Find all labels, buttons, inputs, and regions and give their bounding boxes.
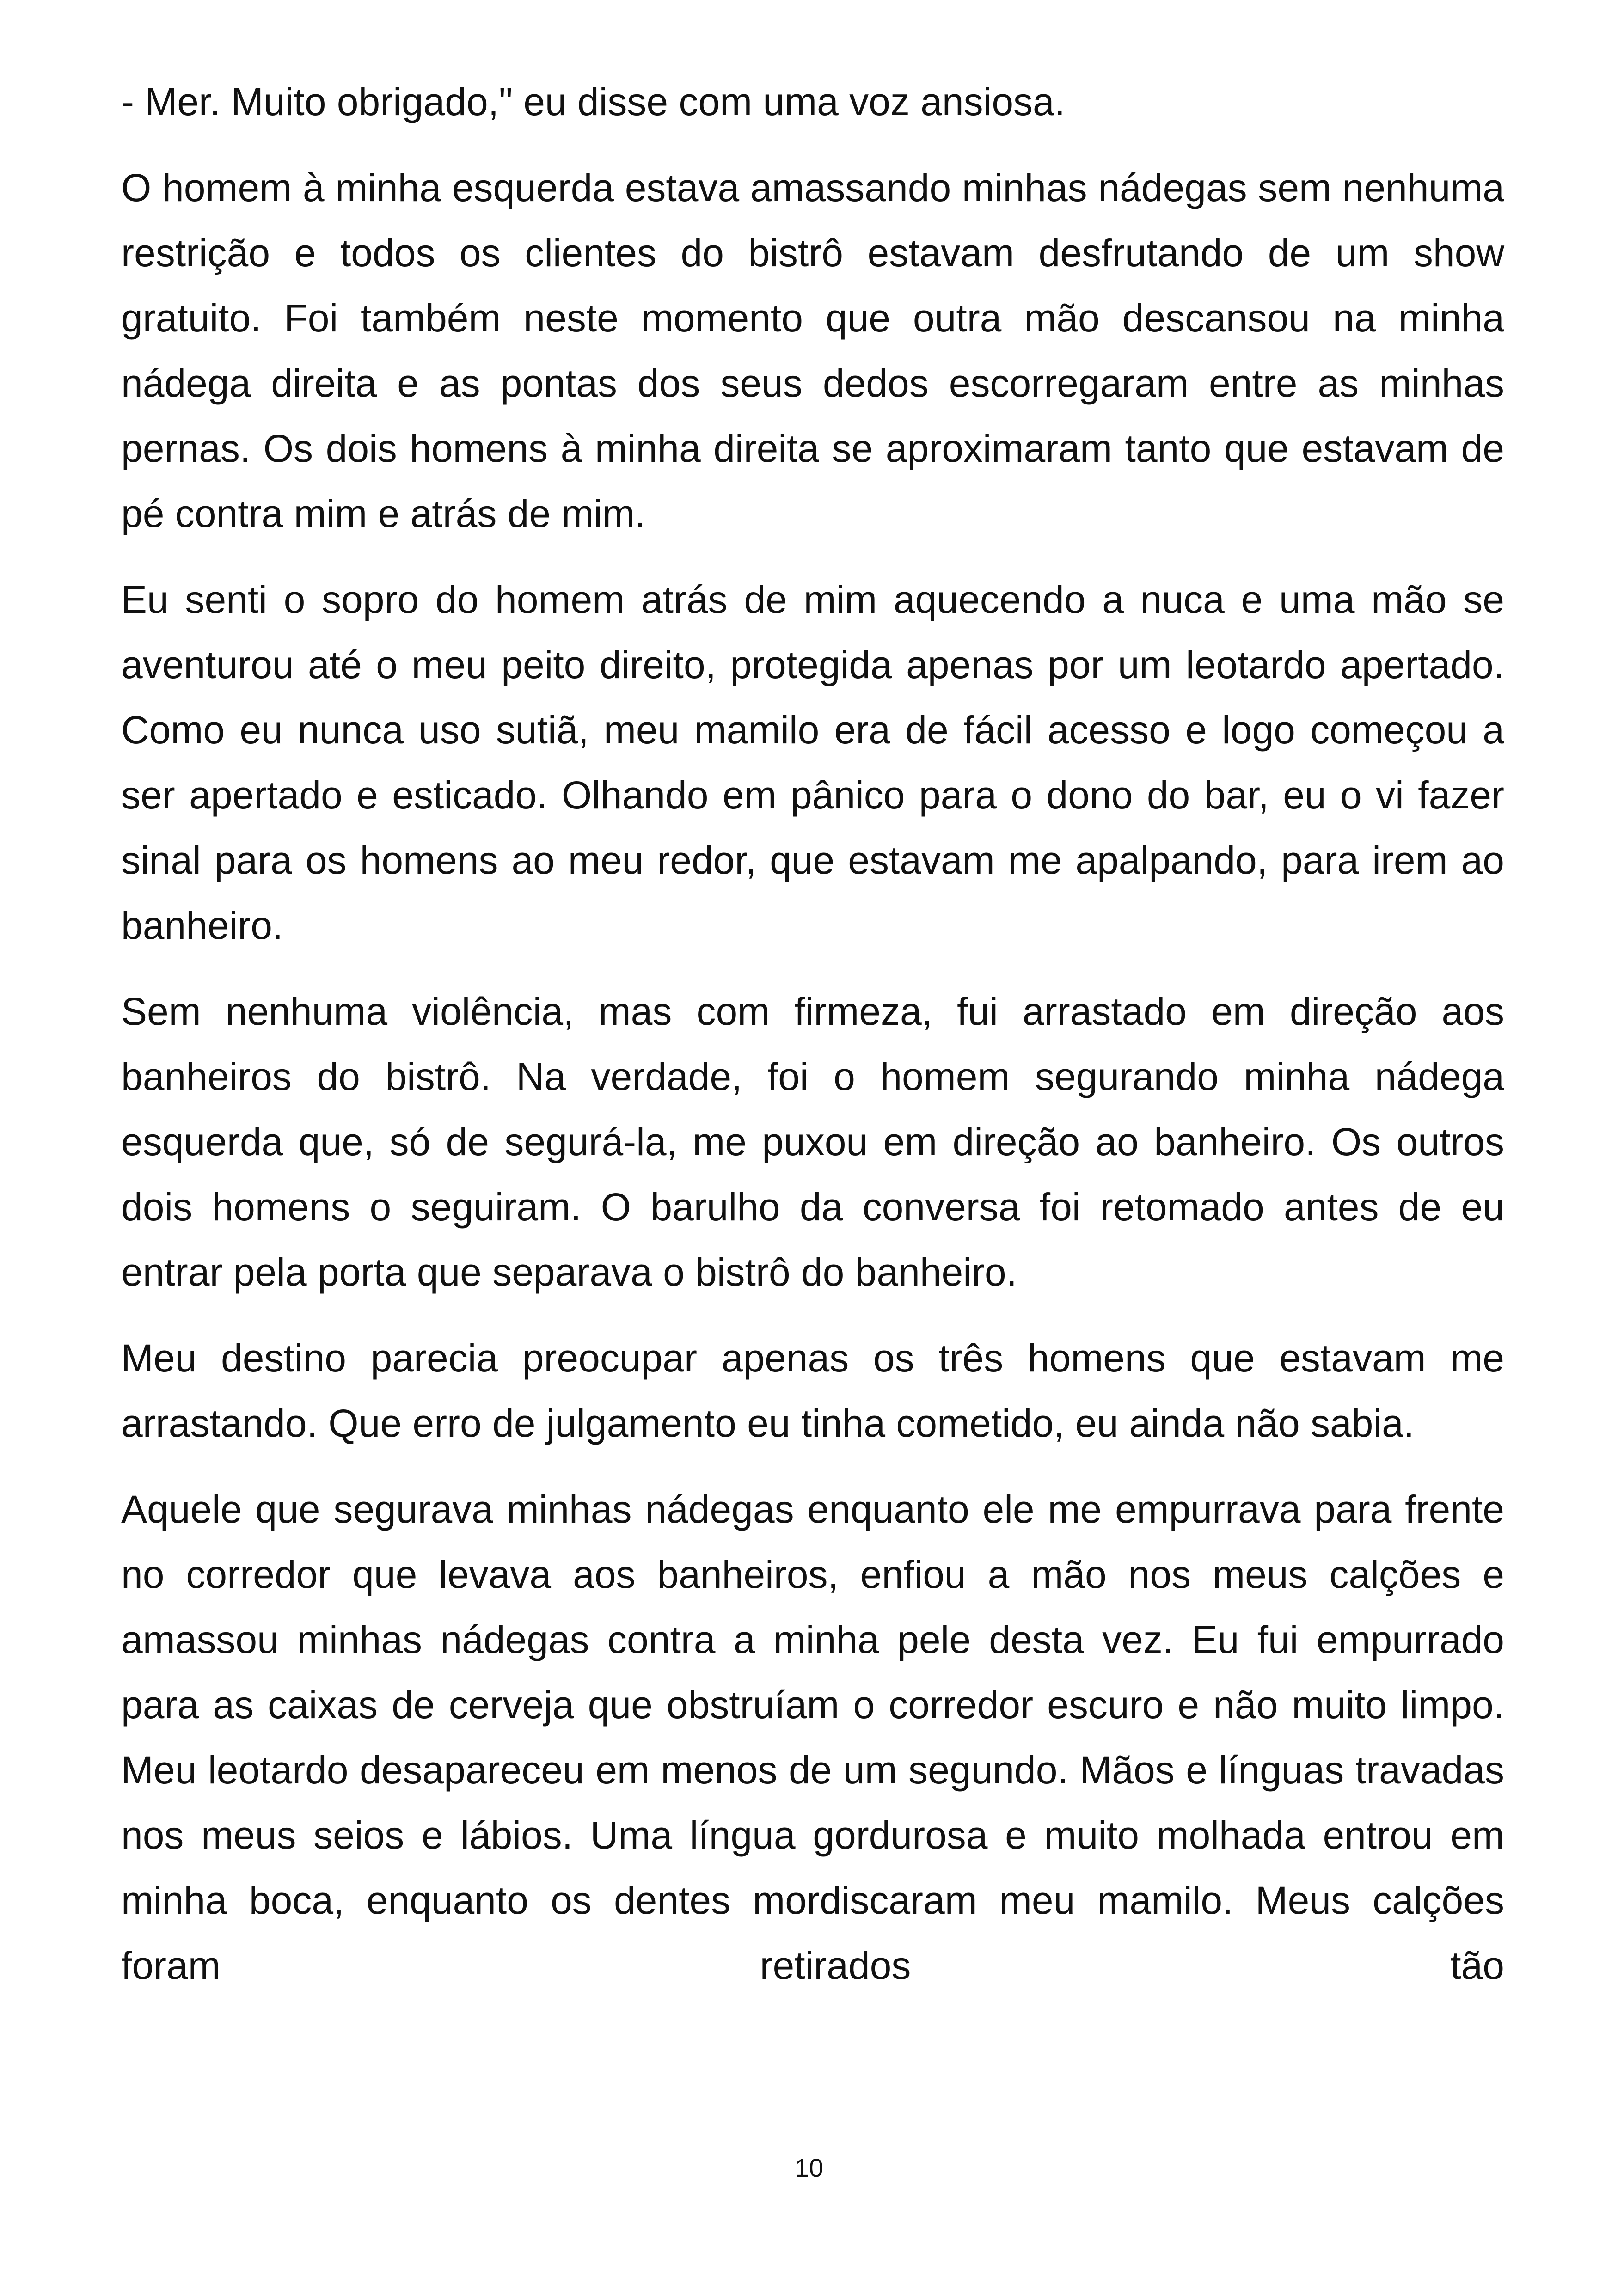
paragraph: Eu senti o sopro do homem atrás de mim aquecendo a nuca e uma mão se aventurou até o meu peito direito, protegida apenas por um leotardo apertado. Como eu nunca uso sutiã, meu mamilo era de fácil acesso e logo começou a ser apertado e esticado. Olhando em pânico para o dono do bar, eu o vi fazer sinal para os homens ao meu redor, que estavam me apalpando, para irem ao banheiro. [121,578,1504,947]
body-text [121,69,1504,1998]
paragraph: Aquele que segurava minhas nádegas enquanto ele me empurrava para frente no corredor que levava aos banheiros, enfiou a mão nos meus calções e amassou minhas nádegas contra a minha pele desta vez. Eu fui empurrado para as caixas de cerveja que obstruíam o corredor escuro e não muito limpo. Meu leotardo desapareceu em menos de um segundo. Mãos e línguas travadas nos meus seios e lábios. Uma língua gordurosa e muito molhada entrou em minha boca, enquanto os dentes mordiscaram meu mamilo. Meus calções foram retirados tão [121,1488,1504,1987]
page-number: 10 [794,2153,824,2182]
paragraph: Meu destino parecia preocupar apenas os três homens que estavam me arrastando. Que erro de julgamento eu tinha cometido, eu ainda não sabia. [121,1336,1504,1445]
paragraph: O homem à minha esquerda estava amassando minhas nádegas sem nenhuma restrição e todos os clientes do bistrô estavam desfrutando de um show gratuito. Foi também neste momento que outra mão descansou na minha nádega direita e as pontas dos seus dedos escorregaram entre as minhas pernas. Os dois homens à minha direita se aproximaram tanto que estavam de pé contra mim e atrás de mim. [121,166,1504,535]
paragraph: Sem nenhuma violência, mas com firmeza, fui arrastado em direção aos banheiros do bistrô. Na verdade, foi o homem segurando minha nádega esquerda que, só de segurá-la, me puxou em direção ao banheiro. Os outros dois homens o seguiram. O barulho da conversa foi retomado antes de eu entrar pela porta que separava o bistrô do banheiro. [121,990,1504,1294]
paragraph: - Mer. Muito obrigado," eu disse com uma voz ansiosa. [121,80,1066,123]
